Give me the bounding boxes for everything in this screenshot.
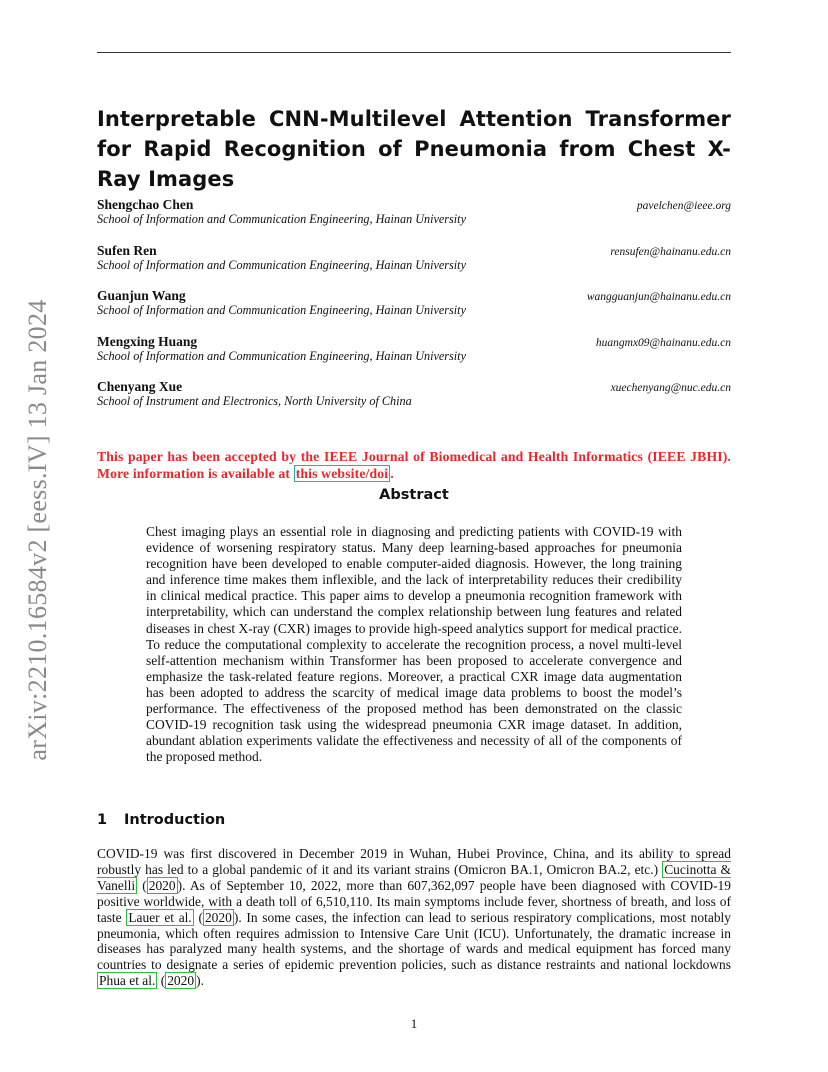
author-name: Chenyang Xue [97,379,183,394]
author-email: pavelchen@ieee.org [636,200,731,212]
intro-text-part: . [200,973,204,989]
header-rule [97,52,731,53]
author-affiliation: School of Information and Communication Engineering, Hainan University [97,257,466,272]
author-name: Sufen Ren [97,242,157,258]
acceptance-notice-text: This paper has been accepted by the IEEE Journal of Biomedical and Health Informatics (IEEE JBHI). More information is available at [97,449,731,481]
citation-year-link[interactable]: 2020 [167,973,195,989]
intro-text-part: . As of September 10, 2022, more than 607,362,097 people have been diagnosed with COVID-19 positive worldwide, with a death toll of 6,510,110. Its main symptoms include fever, shortness of breath, and loss of taste [97,877,731,925]
author-block [97,288,731,334]
author-email: wangguanjun@hainanu.edu.cn [586,291,731,303]
author-email: huangmx09@hainanu.edu.cn [595,336,731,349]
citation-link[interactable]: Lauer et al. [128,909,192,925]
acceptance-notice-end: . [390,466,394,481]
citation-link[interactable]: Phua et al. [99,973,156,989]
acceptance-notice [97,448,731,482]
abstract-text: Chest imaging plays an essential role in diagnosing and predicting patients with COVID-19 with evidence of worsening respiratory status. Many deep learning-based approaches for pneumonia recognition have been developed to enable computer-aided diagnosis. However, the long training and inference time makes them inflexible, and the lack of interpretability reduces their credibility in clinical medical practice. This paper aims to develop a pneumonia recognition framework with interpretability, which can understand the complex relationship between lung features and related diseases in chest X-ray (CXR) images to provide high-speed analytics support for medical practice. To reduce the computational complexity to accelerate the recognition process, a novel multi-level self-attention mechanism within Transformer has been proposed to accelerate convergence and emphasize the task-related feature regions. Moreover, a practical CXR image data augmentation has been adopted to address the scarcity of medical image data problems to boost the model’s performance. The effectiveness of the proposed method has been demonstrated on the classic COVID-19 recognition task using the widespread pneumonia CXR image dataset. In addition, abundant ablation experiments validate the effectiveness and necessity of all of the components of the proposed method. [146,524,682,765]
intro-text-part: . In some cases, the infection can lead to serious respiratory complications, most notably pneumonia, which often requires admission to Intensive Care Unit (ICU). Unfortunately, the dramatic increase in diseases has paralyzed many health systems, and the shortage of wards and medical equipment has forced many countries to designate a series of epidemic prevention policies, such as distance restraints and national lockdowns [97,909,731,973]
citation-link[interactable]: Cucinotta & Vanelli [97,861,732,893]
section-heading-introduction [97,811,225,829]
doi-link[interactable]: this website/doi [295,466,389,481]
citation-year-link[interactable]: 2020 [204,909,232,925]
page-number: 1 [410,1016,418,1031]
arxiv-identifier-text: arXiv:2210.16584v2 [eess.IV] 13 Jan 2024 [23,299,52,761]
author-name: Shengchao Chen [97,197,194,212]
author-block [97,379,731,425]
author-block [97,334,731,380]
abstract-heading: Abstract [379,487,449,503]
citation-year-link[interactable]: 2020 [148,877,176,893]
paper-title: Interpretable CNN-Multilevel Attention Transformer for Rapid Recognition of Pneumonia from Chest X-Ray Images [97,107,731,191]
section-number: 1 [97,812,108,828]
author-affiliation: School of Information and Communication Engineering, Hainan University [97,212,466,226]
author-affiliation: School of Information and Communication Engineering, Hainan University [97,303,466,317]
author-email: xuechenyang@nuc.edu.cn [610,382,731,394]
author-block [97,197,731,243]
author-list [97,197,731,425]
author-email: rensufen@hainanu.edu.cn [610,245,731,258]
introduction-paragraph: COVID-19 was first discovered in December 2019 in Wuhan, Hubei Province, China, and its ability to spread robustly has led to a global pandemic of it and its variant strains (Omicron BA.1, Omicron BA.2, etc.) Cucinotta & Vanelli ( 2020 ). As of September 10, 2022, more than 607,362,097 people have been diagnosed with COVID-19 positive worldwide, with a death toll of 6,510,110. Its main symptoms include fever, shortness of breath, and loss of taste Lauer et al. ( 2020 ). In some cases, the infection can lead to serious respiratory complications, most notably pneumonia, which often requires admission to Intensive Care Unit (ICU). Unfortunately, the dramatic increase in diseases has paralyzed many health systems, and the shortage of wards and medical equipment has forced many countries to designate a series of epidemic prevention policies, such as distance restraints and national lockdowns Phua et al. ( 2020 ). [97,846,732,989]
author-name: Mengxing Huang [97,333,198,349]
author-block [97,243,731,289]
section-title: Introduction [124,812,226,828]
author-affiliation: School of Information and Communication Engineering, Hainan University [97,348,466,363]
intro-text-part: COVID-19 was first discovered in December 2019 in Wuhan, Hubei Province, China, and its ability to spread robustly has led to a global pandemic of it and its variant strains (Omicron BA.1, Omicron BA.2, etc.) [97,846,731,877]
author-affiliation: School of Instrument and Electronics, North University of China [97,394,412,408]
author-name: Guanjun Wang [97,288,186,303]
